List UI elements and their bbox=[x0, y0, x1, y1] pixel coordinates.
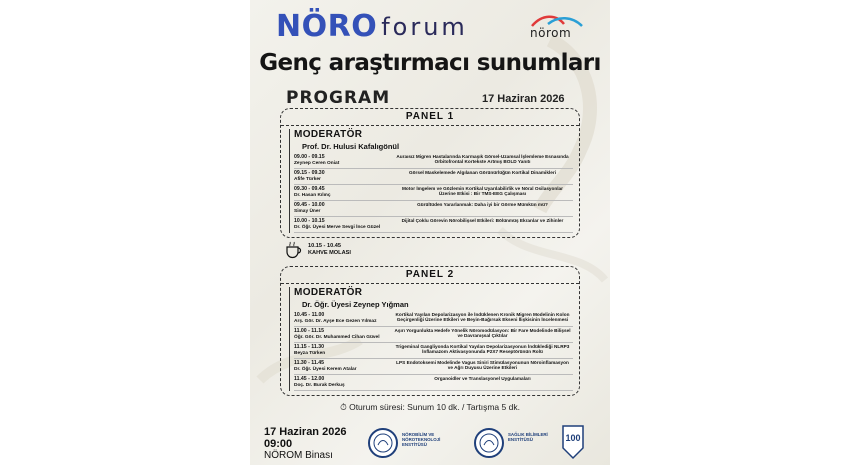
slot-speaker: Simay Üner bbox=[294, 209, 321, 214]
institute-seal-icon bbox=[368, 428, 398, 458]
slot-time: 09.15 - 09.30 bbox=[294, 170, 325, 176]
schedule-row bbox=[294, 327, 573, 343]
slot-speaker: Dr. Öğr. Üyesi Kerem Atalar bbox=[294, 367, 357, 372]
slot-time: 11.00 - 11.15 bbox=[294, 328, 324, 334]
schedule-row bbox=[294, 311, 573, 327]
brand-noro: NÖRO bbox=[276, 9, 378, 44]
slot-talk-title: Dijital Çoklu Görevin Nörobilişsel Etkileri: Bölünmüş Ekranlar ve Zihinler bbox=[401, 218, 564, 223]
slot-speaker: Beyza Türken bbox=[294, 351, 326, 356]
session-duration-text: Oturum süresi: Sunum 10 dk. / Tartışma 5 dk. bbox=[349, 402, 520, 412]
slot-speaker: Dr. Hasan Kılınç bbox=[294, 193, 331, 198]
panel-2-moderator-label: MODERATÖR bbox=[294, 287, 363, 298]
schedule-row bbox=[294, 217, 573, 233]
slot-talk-title: LPS Endotoksemi Modelinde Vagus Siniri Stimülasyonunun Nöroinflamasyon ve Ağrı Duyusu Üzerine Etkileri bbox=[396, 360, 569, 371]
slot-speaker: Afife Türker bbox=[294, 177, 321, 182]
health-institute-seal-icon bbox=[474, 428, 504, 458]
institute-name-health: SAĞLIK BİLİMLERİ ENSTİTÜSÜ bbox=[508, 432, 548, 443]
noroforum-logo bbox=[276, 10, 468, 44]
panel-2-moderator-name: Dr. Öğr. Üyesi Zeynep Yığman bbox=[302, 300, 409, 309]
coffee-break bbox=[284, 240, 374, 260]
slot-time: 10.45 - 11.00 bbox=[294, 312, 325, 318]
schedule-row bbox=[294, 169, 573, 185]
norom-logo-text: nörom bbox=[530, 26, 572, 40]
slot-speaker: Zeynep Ceren Oniat bbox=[294, 161, 340, 166]
slot-time: 09.30 - 09.45 bbox=[294, 186, 325, 192]
panel-1-moderator-name: Prof. Dr. Hulusi Kafalıgönül bbox=[302, 142, 400, 151]
program-heading: PROGRAM bbox=[286, 88, 391, 108]
schedule-row bbox=[294, 201, 573, 217]
slot-time: 10.00 - 10.15 bbox=[294, 218, 325, 224]
anniversary-100-badge-icon bbox=[561, 424, 585, 460]
panel-2-body bbox=[289, 287, 573, 391]
slot-time: 09.00 - 09.15 bbox=[294, 154, 325, 160]
schedule-row bbox=[294, 153, 573, 169]
slot-time: 09.45 - 10.00 bbox=[294, 202, 325, 208]
slot-time: 11.30 - 11.45 bbox=[294, 360, 324, 366]
stopwatch-icon: ⏱ bbox=[340, 402, 347, 412]
session-duration-note bbox=[250, 402, 610, 413]
slot-time: 11.15 - 11.30 bbox=[294, 344, 324, 350]
footer-time: 09:00 bbox=[264, 438, 293, 450]
panel-2 bbox=[280, 266, 580, 396]
slot-talk-title: Aşırı Yorgunlukta Hedefe Yönelik Nöromodülasyon: Bir Fare Modelinde Bilişsel ve Davranışsal Çıktılar bbox=[394, 328, 571, 339]
schedule-row bbox=[294, 375, 573, 391]
panel-1 bbox=[280, 108, 580, 238]
slot-speaker: Doç. Dr. Burak Derkuş bbox=[294, 383, 345, 388]
page-title: Genç araştırmacı sunumları bbox=[259, 50, 601, 76]
program-date: 17 Haziran 2026 bbox=[482, 93, 565, 105]
slot-talk-title: Kortikal Yayılan Depolarizasyon ile İndüklenen Kronik Migren Modelinin Kolon Geçirgenliği Üzerine Etkileri ve Beyin-Bağırsak Ekseni İlişkisinin İncelenmesi bbox=[395, 312, 570, 323]
schedule-row bbox=[294, 359, 573, 375]
slot-time: 11.45 - 12.00 bbox=[294, 376, 325, 382]
slot-talk-title: Organoidler ve Translasyonel Uygulamaları bbox=[434, 376, 531, 381]
panel-1-title: PANEL 1 bbox=[281, 109, 579, 126]
brand-forum: forum bbox=[381, 13, 468, 41]
coffee-break-label: KAHVE MOLASI bbox=[308, 250, 351, 256]
schedule-row bbox=[294, 343, 573, 359]
schedule-row bbox=[294, 185, 573, 201]
slot-talk-title: Auraısız Migren Hastalarında Karmaşık Görsel-Uzamsal İşlemleme Esnasında Orbitofrontal Kortekste Artmış BOLD Yanıtı bbox=[396, 154, 569, 165]
footer-date: 17 Haziran 2026 bbox=[264, 426, 347, 438]
footer-place: NÖROM Binası bbox=[264, 450, 333, 461]
slot-talk-title: Trigeminal Gangliyonda Kortikal Yayılan Depolarizasyonun İndüklediği NLRP3 İnflamazom Aktivasyonunda P2X7 Reseptörünün Rolü bbox=[395, 344, 570, 355]
event-poster bbox=[250, 0, 610, 465]
coffee-cup-icon bbox=[284, 240, 304, 260]
panel-2-title: PANEL 2 bbox=[281, 267, 579, 284]
coffee-break-time: 10.15 - 10.45 bbox=[308, 243, 341, 249]
slot-talk-title: Gürültüden Yararlanmak: Daha iyi bir Görme Mümkün mü? bbox=[417, 202, 548, 207]
panel-1-body bbox=[289, 129, 573, 233]
panel-1-moderator-label: MODERATÖR bbox=[294, 129, 363, 140]
norom-logo bbox=[526, 14, 588, 44]
slot-speaker: Öğr. Gör. Dr. Muhammed Cihan Güvel bbox=[294, 335, 380, 340]
slot-talk-title: Görsel Maskelemede Algılanan Görünürlüğün Kortikal Dinamikleri bbox=[409, 170, 556, 175]
slot-speaker: Arş. Gör. Dr. Ayşe Ece Gezen Yılmaz bbox=[294, 319, 377, 324]
slot-speaker: Dr. Öğr. Üyesi Merve Sevgi İnce Güzel bbox=[294, 225, 381, 230]
slot-talk-title: Motor İmgelem ve Gözlemin Kortikal Uyarılabilirlik ve Nöral Osilasyonlar Üzerine Etkisi : Bir TMS-EEG Çalışması bbox=[402, 186, 563, 197]
anniversary-100-text: 100 bbox=[565, 433, 581, 443]
institute-name-neuro: NÖROBİLİM VE NÖROTEKNOLOJİ ENSTİTÜSÜ bbox=[402, 432, 441, 448]
